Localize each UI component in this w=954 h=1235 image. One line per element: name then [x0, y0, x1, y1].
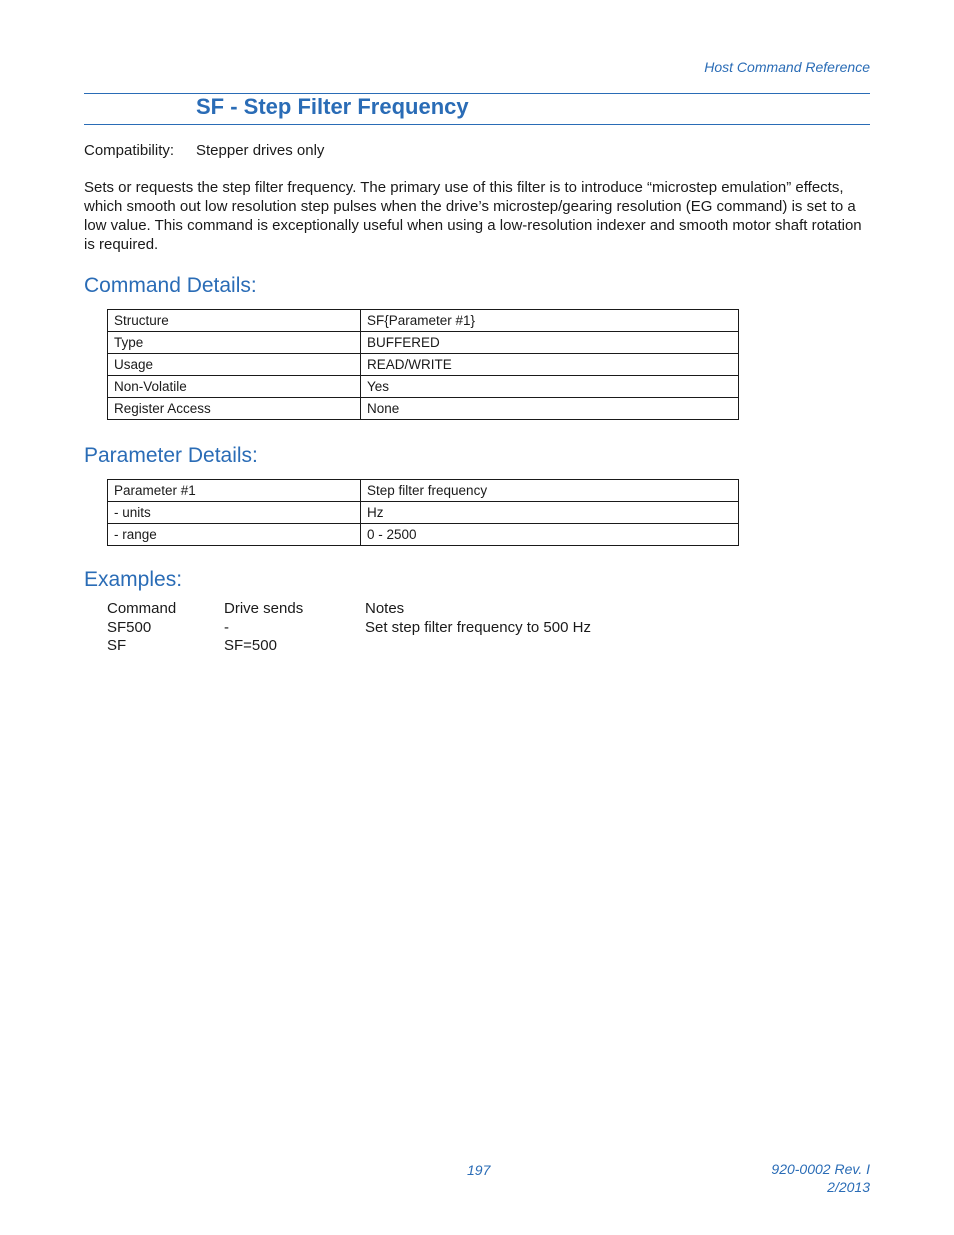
examples-column-header: Notes	[365, 600, 405, 617]
examples-command-column	[107, 600, 176, 656]
examples-column-header: Command	[107, 600, 177, 617]
table-row	[108, 310, 739, 332]
table-cell-value: Yes	[361, 376, 739, 398]
command-details-heading: Command Details:	[84, 274, 257, 297]
table-cell-value: READ/WRITE	[361, 354, 739, 376]
example-command: SF500	[107, 618, 152, 636]
examples-heading: Examples:	[84, 568, 183, 591]
examples-notes-column	[365, 600, 591, 637]
parameter-details-heading: Parameter Details:	[84, 444, 258, 467]
table-cell-key: - units	[108, 502, 361, 524]
table-cell-value: None	[361, 398, 739, 420]
table-row	[108, 524, 739, 546]
table-cell-value: 0 - 2500	[361, 524, 739, 546]
table-row	[108, 354, 739, 376]
table-row	[108, 398, 739, 420]
title-bottom-rule	[84, 124, 870, 125]
page-number: 197	[467, 1162, 491, 1178]
table-row	[108, 332, 739, 354]
parameter-details-table	[107, 479, 739, 546]
document-number: 920-0002 Rev. I	[771, 1161, 870, 1177]
table-cell-key: Structure	[108, 310, 361, 332]
command-details-table	[107, 309, 739, 420]
table-row	[108, 502, 739, 524]
table-cell-value: Hz	[361, 502, 739, 524]
table-row	[108, 480, 739, 502]
table-cell-key: Non-Volatile	[108, 376, 361, 398]
revision-date: 2/2013	[827, 1179, 870, 1195]
examples-drive-sends-column	[224, 600, 303, 656]
example-drive-sends: SF=500	[224, 637, 277, 654]
example-command: SF	[107, 637, 127, 654]
table-cell-value: BUFFERED	[361, 332, 739, 354]
description-paragraph: Sets or requests the step filter frequency. The primary use of this filter is to introduce “microstep emulation” effects, which smooth out low resolution step pulses when the drive’s microstep/gearing resolution (EG command) is set to a low value. This command is exceptionally useful when using a low-resolution indexer and smooth motor shaft rotation is required.	[84, 179, 862, 253]
table-cell-key: Usage	[108, 354, 361, 376]
table-cell-key: - range	[108, 524, 361, 546]
table-cell-key: Register Access	[108, 398, 361, 420]
compatibility-label: Compatibility:	[84, 142, 175, 159]
table-cell-value: SF{Parameter #1}	[361, 310, 739, 332]
table-cell-key: Type	[108, 332, 361, 354]
compatibility-value: Stepper drives only	[196, 142, 325, 159]
example-note: Set step filter frequency to 500 Hz	[365, 618, 591, 636]
table-row	[108, 376, 739, 398]
examples-column-header: Drive sends	[224, 600, 304, 617]
page-title: SF - Step Filter Frequency	[196, 94, 469, 119]
header-reference: Host Command Reference	[704, 59, 870, 75]
footer-revision	[771, 1160, 870, 1196]
table-cell-key: Parameter #1	[108, 480, 361, 502]
example-drive-sends: -	[224, 618, 229, 636]
table-cell-value: Step filter frequency	[361, 480, 739, 502]
